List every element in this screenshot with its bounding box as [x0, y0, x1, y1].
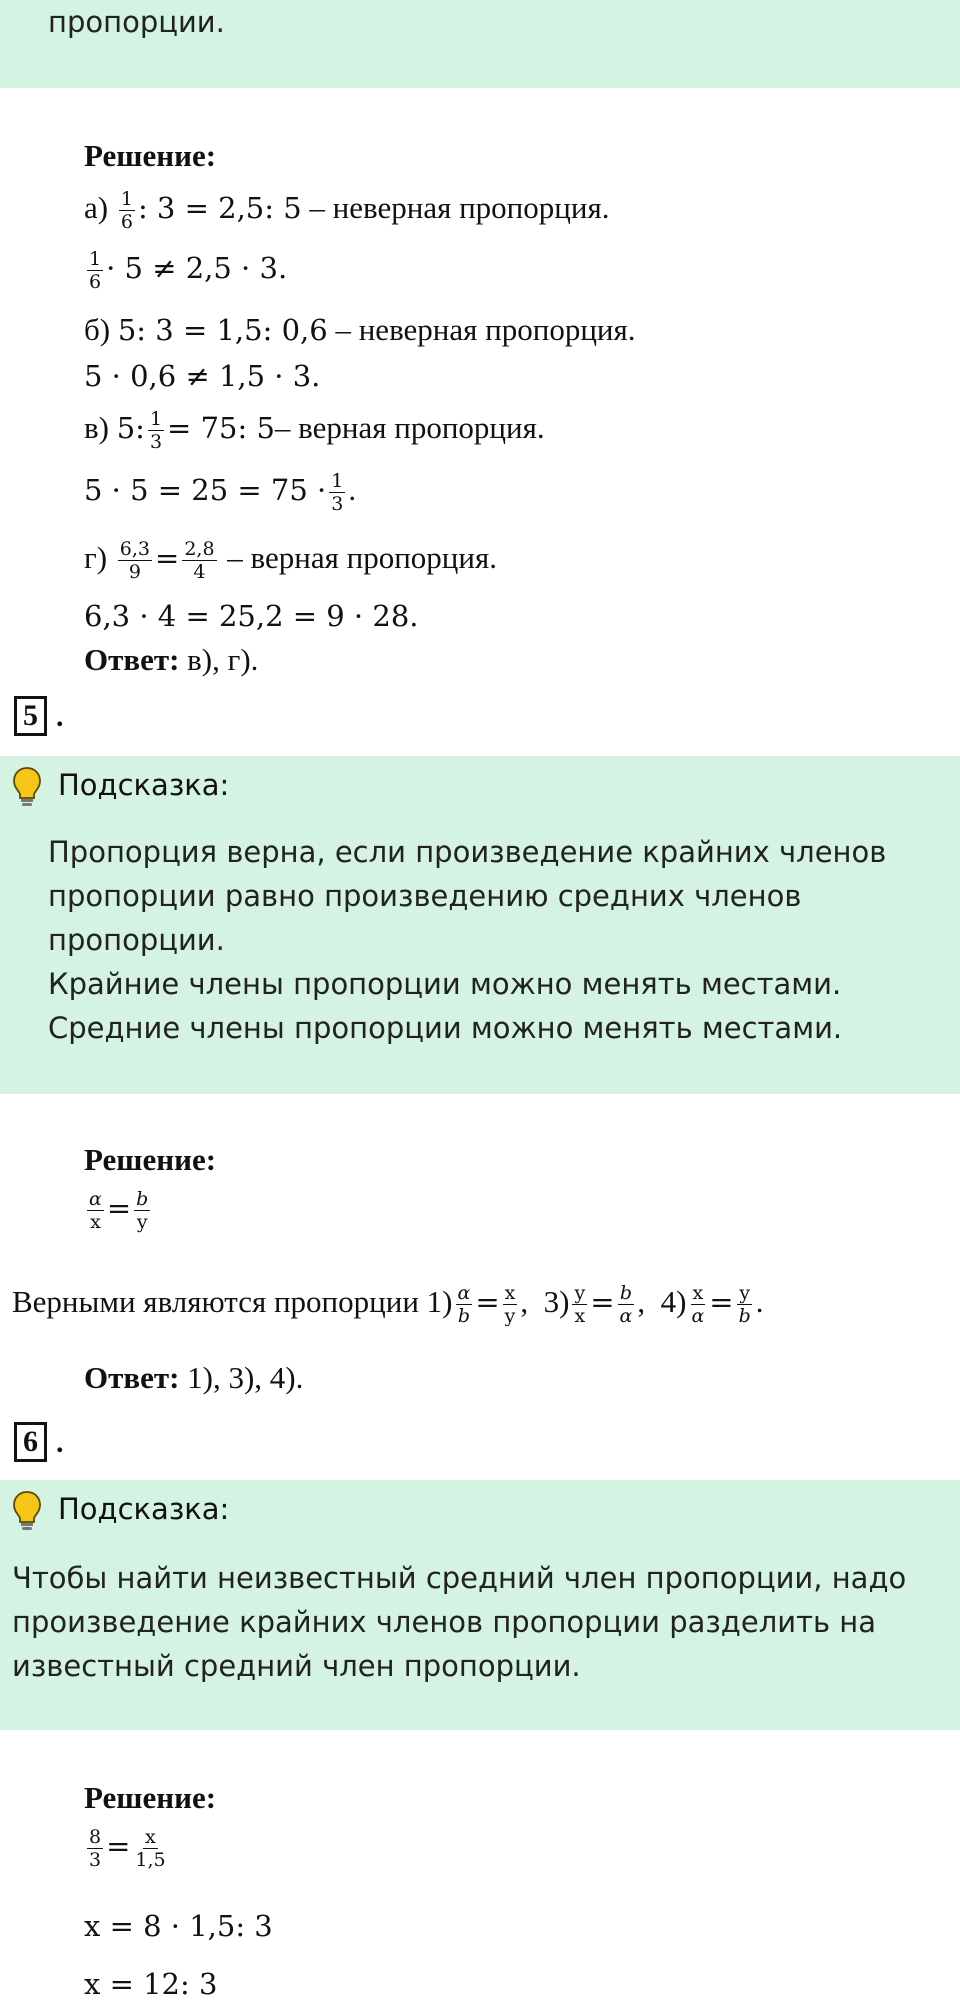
fraction: $\frac{\alpha}{x}$: [89, 1188, 102, 1234]
solution-heading: Решение:: [84, 1142, 217, 1177]
fraction: $\frac{y}{b}$: [738, 1282, 751, 1328]
fraction: $\frac{y}{x}$: [574, 1282, 586, 1328]
answer-line: Ответ: 1), 3), 4).: [84, 1360, 304, 1395]
solution-line-a: а) $\frac{1}{6}$ : 3 = 2,5: 5 – неверная пропорция.: [84, 188, 610, 234]
answer-line: Ответ: в), г).: [84, 642, 259, 677]
solution-heading: Решение:: [84, 1780, 217, 1815]
hint-title: Подсказка:: [58, 1492, 230, 1526]
lightbulb-icon: [12, 1490, 42, 1532]
solution-line: x = 8 · 1,5: 3: [84, 1909, 273, 1943]
solution-proportion: $\frac{8}{3}$ = $\frac{x}{1,5}$: [89, 1826, 166, 1872]
hint-text: Чтобы найти неизвестный средний член пропорции, надо произведение крайних членов пропорции разделить на известный средний член пропорции.: [12, 1561, 907, 1683]
fraction: $\frac{8}{3}$: [89, 1826, 102, 1872]
solution-line-v2: 5 · 5 = 25 = 75 · $\frac{1}{3}$ .: [84, 470, 357, 516]
solution-line-a2: $\frac{1}{6}$ · 5 ≠ 2,5 · 3.: [89, 248, 288, 294]
hint-text-tail: пропорции.: [48, 5, 225, 39]
lightbulb-icon: [12, 766, 42, 808]
solution-base-proportion: $\frac{\alpha}{x}$ = $\frac{b}{y}$: [89, 1188, 149, 1234]
fraction: $\frac{1}{6}$: [89, 248, 102, 294]
fraction: $\frac{b}{\alpha}$: [619, 1282, 633, 1328]
fraction: $\frac{\alpha}{b}$: [457, 1282, 471, 1328]
task-number-5: 5: [14, 696, 47, 736]
solution-heading: Решение:: [84, 138, 217, 173]
hint-box-task5: [0, 756, 960, 1094]
fraction: $\frac{1}{3}$: [331, 470, 344, 516]
solution-line-g2: 6,3 · 4 = 25,2 = 9 · 28.: [84, 599, 419, 633]
correct-proportions-line: Верными являются пропорции 1) $\frac{\alpha}{b}$ = $\frac{x}{y}$ , 3) $\frac{y}{x}$ = $\frac{b}{\alpha}$ , 4) $\frac{x}{\alpha}$ = $\frac{y}{b}$ .: [12, 1282, 764, 1328]
solution-line-b: б) 5: 3 = 1,5: 0,6 – неверная пропорция.: [84, 312, 636, 347]
solution-line-v: в) 5: $\frac{1}{3}$ = 75: 5– верная пропорция.: [84, 408, 545, 454]
hint-title: Подсказка:: [58, 768, 230, 802]
fraction: $\frac{x}{\alpha}$: [691, 1282, 705, 1328]
hint-box-task4: [0, 0, 960, 88]
task-number-6: 6: [14, 1422, 47, 1462]
fraction: $\frac{b}{y}$: [136, 1188, 149, 1234]
fraction: $\frac{x}{y}$: [504, 1282, 516, 1328]
fraction: $\frac{x}{1,5}$: [135, 1826, 166, 1872]
fraction: $\frac{2,8}{4}$: [184, 538, 215, 584]
solution-line-g: г) $\frac{6,3}{9}$ = $\frac{2,8}{4}$ – верная пропорция.: [84, 538, 497, 584]
fraction: $\frac{6,3}{9}$: [119, 538, 151, 584]
fraction: $\frac{1}{6}$: [120, 188, 133, 234]
task-number-dot: .: [56, 1426, 64, 1459]
task-number-dot: .: [56, 700, 64, 733]
solution-line-b2: 5 · 0,6 ≠ 1,5 · 3.: [84, 359, 321, 393]
solution-line: x = 12: 3: [84, 1967, 218, 2001]
fraction: $\frac{1}{3}$: [149, 408, 163, 454]
hint-box-task6: [0, 1480, 960, 1730]
hint-text: Пропорция верна, если произведение крайних членов пропорции равно произведению средних членов пропорции. Крайние члены пропорции можно менять местами. Средние члены пропорции можно менять местами.: [48, 835, 887, 1045]
